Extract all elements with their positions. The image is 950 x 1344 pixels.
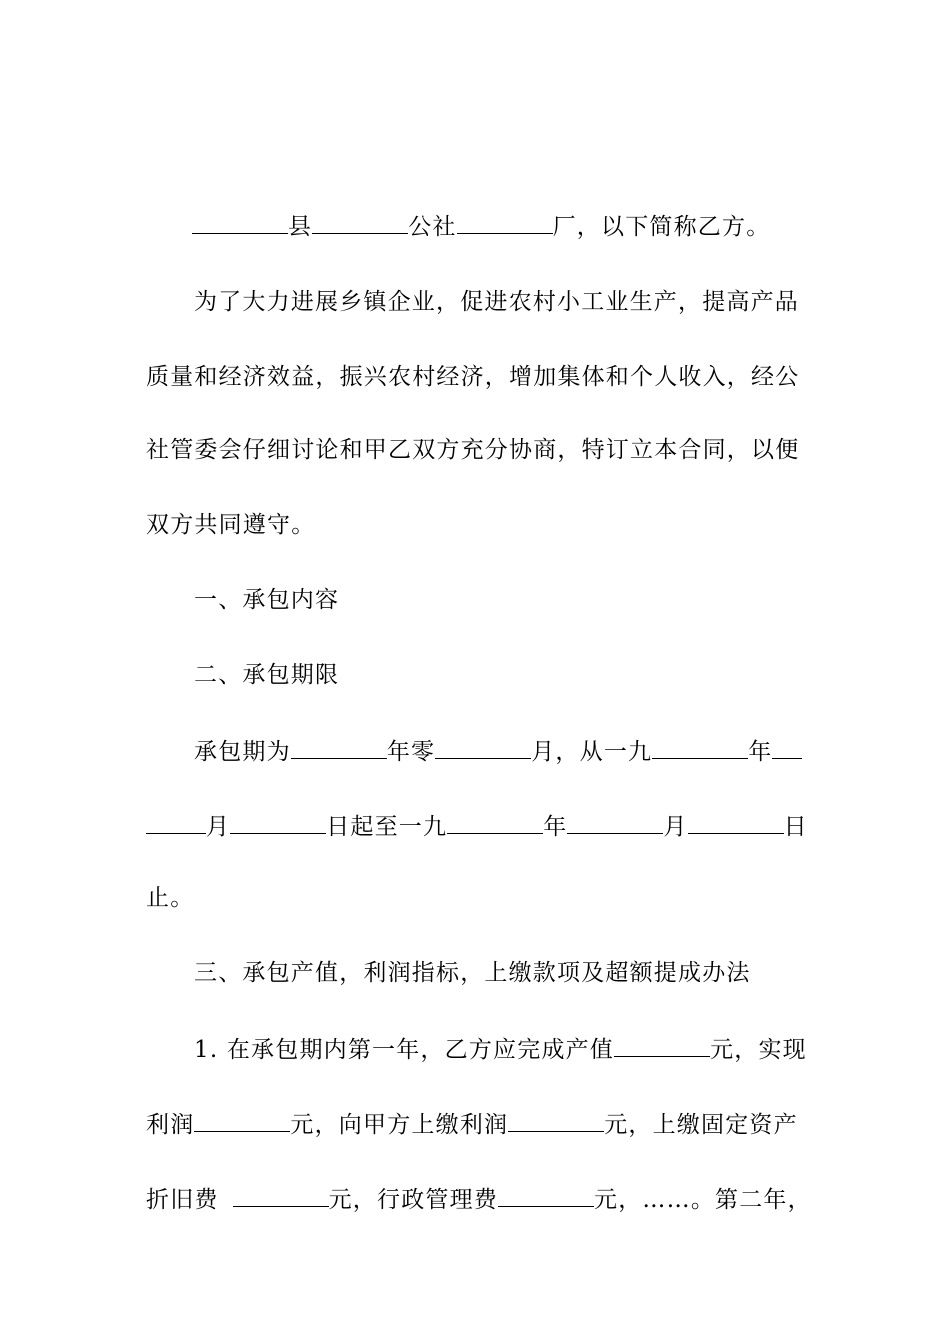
- blank-admin-fee: [498, 1178, 594, 1207]
- blank-start-month-b: [146, 805, 206, 834]
- term-text-h: 月: [663, 814, 688, 840]
- blank-depreciation: [233, 1178, 329, 1207]
- section-1-title: 一、承包内容: [194, 587, 340, 613]
- intro-line-1: 为了大力进展乡镇企业，促进农村小工业生产，提高产品: [194, 289, 799, 315]
- item1-text-d: 元，向甲方上缴利润: [290, 1112, 509, 1138]
- term-text-d: 年: [748, 739, 773, 765]
- term-text-f: 日起至一九: [326, 814, 448, 840]
- blank-profit-paid: [508, 1103, 604, 1132]
- item1-text-f: 折旧费: [146, 1187, 219, 1213]
- blank-end-day: [688, 805, 784, 834]
- item-1-line-1: [194, 1028, 854, 1068]
- term-line-2: [146, 805, 806, 845]
- term-text-a: 承包期为: [194, 739, 291, 765]
- intro-line-4: 双方共同遵守。: [146, 512, 316, 538]
- section-3-title: 三、承包产值，利润指标，上缴款项及超额提成办法: [194, 960, 751, 986]
- commune-label: 公社: [408, 214, 457, 240]
- term-line-3: 止。: [146, 885, 195, 911]
- blank-output-value: [614, 1028, 710, 1057]
- party-line: [192, 205, 852, 245]
- item1-text-h: 元，……。第二年，: [594, 1187, 812, 1213]
- item-1-line-2: [146, 1103, 806, 1143]
- term-text-g: 年: [543, 814, 568, 840]
- blank-county: [192, 205, 288, 234]
- item-1-line-3: [146, 1178, 812, 1218]
- blank-factory: [457, 205, 553, 234]
- intro-line-2: 质量和经济效益，振兴农村经济，增加集体和个人收入，经公: [146, 364, 800, 390]
- blank-start-month-a: [772, 730, 802, 759]
- blank-end-year: [447, 805, 543, 834]
- item1-text-b: 元，实现: [710, 1037, 807, 1063]
- term-text-b: 年零: [386, 739, 436, 765]
- blank-months: [435, 730, 531, 759]
- county-label: 县: [288, 214, 313, 240]
- item1-text-c: 利润: [146, 1112, 195, 1138]
- item1-text-g: 元，行政管理费: [328, 1187, 499, 1213]
- item1-text-a: 1. 在承包期内第一年，乙方应完成产值: [194, 1037, 615, 1063]
- factory-label: 厂，以下简称乙方。: [552, 214, 771, 240]
- blank-start-day: [230, 805, 326, 834]
- section-2-title: 二、承包期限: [194, 662, 340, 688]
- term-text-c: 月，从一九: [531, 739, 653, 765]
- blank-commune: [312, 205, 408, 234]
- term-text-e: 月: [206, 814, 231, 840]
- item1-text-e: 元，上缴固定资产: [604, 1112, 798, 1138]
- blank-start-year: [652, 730, 748, 759]
- blank-profit: [194, 1103, 290, 1132]
- term-line-1: [194, 730, 854, 770]
- intro-line-3: 社管委会仔细讨论和甲乙双方充分协商，特订立本合同，以便: [146, 437, 800, 463]
- term-text-i: 日: [783, 814, 808, 840]
- blank-years: [291, 730, 387, 759]
- blank-end-month: [567, 805, 663, 834]
